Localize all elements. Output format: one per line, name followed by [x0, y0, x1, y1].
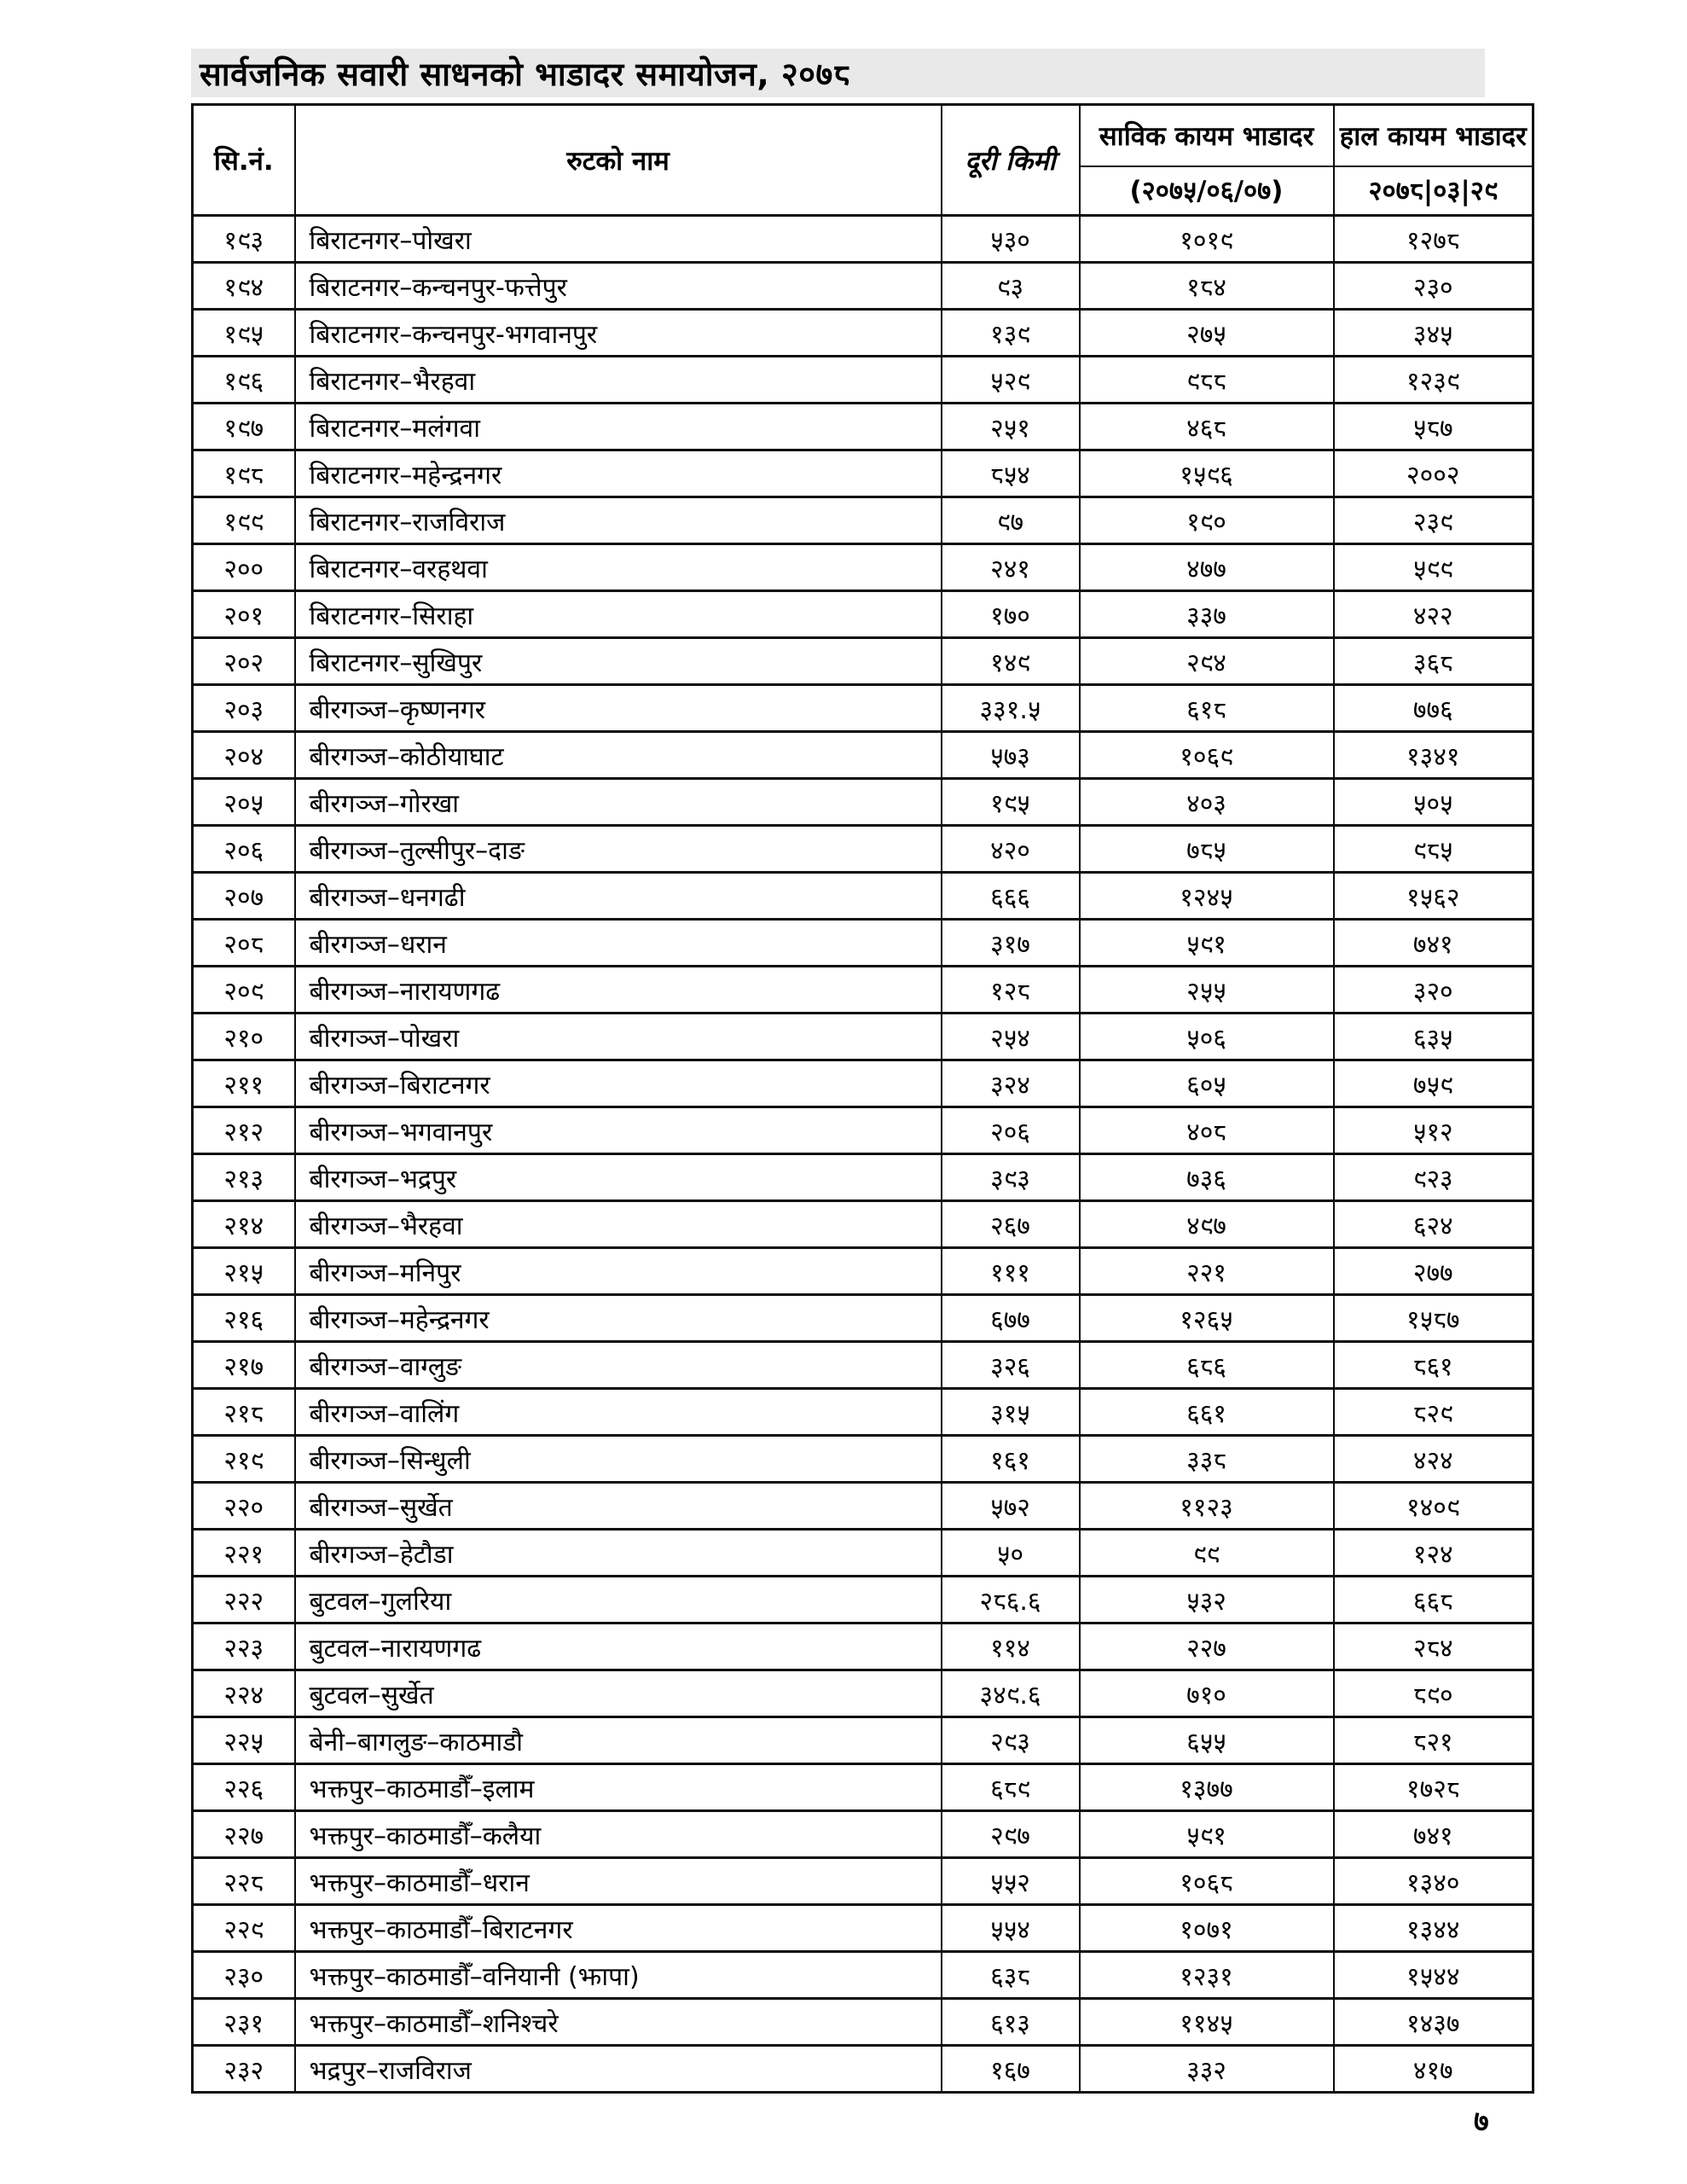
route-name: बीरगञ्ज–भैरहवा — [295, 1201, 942, 1248]
table-row — [193, 1483, 1533, 1530]
new-fare-value: ४२४ — [1334, 1436, 1533, 1483]
old-fare-value: ९९ — [1080, 1530, 1334, 1577]
distance-km: ३३१.५ — [942, 685, 1080, 732]
table-row — [193, 685, 1533, 732]
route-name: बिराटनगर–सुखिपुर — [295, 638, 942, 685]
old-fare-value: ४९७ — [1080, 1201, 1334, 1248]
old-fare-value: २५५ — [1080, 967, 1334, 1014]
serial-number: २१७ — [193, 1342, 295, 1389]
serial-number: २२२ — [193, 1577, 295, 1623]
table-row — [193, 1295, 1533, 1342]
distance-km: १३९ — [942, 310, 1080, 357]
route-name: बिराटनगर–सिराहा — [295, 591, 942, 638]
old-fare-value: १०७१ — [1080, 1905, 1334, 1952]
old-fare-value: २२७ — [1080, 1623, 1334, 1670]
distance-km: २६७ — [942, 1201, 1080, 1248]
route-name: बुटवल–नारायणगढ — [295, 1623, 942, 1670]
distance-km: ६८९ — [942, 1764, 1080, 1811]
distance-km: ८५४ — [942, 450, 1080, 497]
route-name: बीरगञ्ज–तुल्सीपुर–दाङ — [295, 826, 942, 873]
serial-number: १९३ — [193, 216, 295, 263]
old-fare-value: १२६५ — [1080, 1295, 1334, 1342]
serial-number: २३२ — [193, 2046, 295, 2093]
old-fare-value: ११४५ — [1080, 1999, 1334, 2046]
old-fare-value: ५९१ — [1080, 920, 1334, 967]
table-row — [193, 1905, 1533, 1952]
serial-number: २०३ — [193, 685, 295, 732]
serial-number: २०८ — [193, 920, 295, 967]
serial-number: २१८ — [193, 1389, 295, 1436]
fare-table — [191, 103, 1534, 2094]
old-fare-value: ३३८ — [1080, 1436, 1334, 1483]
serial-number: २०२ — [193, 638, 295, 685]
table-row — [193, 1577, 1533, 1623]
header-row-1 — [193, 105, 1533, 166]
column-header-old-fare: साविक कायम भाडादर — [1080, 105, 1334, 166]
table-row — [193, 1623, 1533, 1670]
serial-number: २१९ — [193, 1436, 295, 1483]
distance-km: १२८ — [942, 967, 1080, 1014]
new-fare-value: २८४ — [1334, 1623, 1533, 1670]
distance-km: ३१५ — [942, 1389, 1080, 1436]
new-fare-value: ८६१ — [1334, 1342, 1533, 1389]
table-row — [193, 1764, 1533, 1811]
table-row — [193, 1999, 1533, 2046]
route-name: बीरगञ्ज–भगवानपुर — [295, 1107, 942, 1154]
new-fare-value: १२३९ — [1334, 357, 1533, 404]
serial-number: २२५ — [193, 1717, 295, 1764]
new-fare-value: १२४ — [1334, 1530, 1533, 1577]
new-fare-value: ३६८ — [1334, 638, 1533, 685]
fare-table-body — [193, 216, 1533, 2093]
new-fare-value: १२७८ — [1334, 216, 1533, 263]
serial-number: २१२ — [193, 1107, 295, 1154]
distance-km: ५५२ — [942, 1858, 1080, 1905]
table-row — [193, 1014, 1533, 1060]
new-fare-value: ३२० — [1334, 967, 1533, 1014]
table-row — [193, 450, 1533, 497]
distance-km: २५१ — [942, 404, 1080, 450]
table-row — [193, 1342, 1533, 1389]
old-fare-value: ४०३ — [1080, 779, 1334, 826]
route-name: बिराटनगर–कन्चनपुर-भगवानपुर — [295, 310, 942, 357]
page-title: सार्वजनिक सवारी साधनको भाडादर समायोजन, २०७८ — [191, 49, 1485, 97]
old-fare-value: ६८६ — [1080, 1342, 1334, 1389]
old-fare-value: १३७७ — [1080, 1764, 1334, 1811]
route-name: भक्तपुर–काठमाडौँ–कलैया — [295, 1811, 942, 1858]
distance-km: ९३ — [942, 263, 1080, 310]
new-fare-value: ७४१ — [1334, 920, 1533, 967]
serial-number: २३१ — [193, 1999, 295, 2046]
route-name: भक्तपुर–काठमाडौँ–इलाम — [295, 1764, 942, 1811]
route-name: बिराटनगर–कन्चनपुर-फत्तेपुर — [295, 263, 942, 310]
distance-km: २०६ — [942, 1107, 1080, 1154]
old-fare-value: ७१० — [1080, 1670, 1334, 1717]
route-name: बीरगञ्ज–नारायणगढ — [295, 967, 942, 1014]
route-name: भक्तपुर–काठमाडौँ–शनिश्चरे — [295, 1999, 942, 2046]
new-fare-value: ७४१ — [1334, 1811, 1533, 1858]
distance-km: १६७ — [942, 2046, 1080, 2093]
distance-km: ५० — [942, 1530, 1080, 1577]
distance-km: २९७ — [942, 1811, 1080, 1858]
serial-number: २०९ — [193, 967, 295, 1014]
serial-number: २०४ — [193, 732, 295, 779]
new-fare-value: ९८५ — [1334, 826, 1533, 873]
new-fare-value: १४३७ — [1334, 1999, 1533, 2046]
table-row — [193, 263, 1533, 310]
serial-number: २०७ — [193, 873, 295, 920]
table-row — [193, 310, 1533, 357]
new-fare-value: ७५९ — [1334, 1060, 1533, 1107]
new-fare-value: ७७६ — [1334, 685, 1533, 732]
table-row — [193, 357, 1533, 404]
old-fare-value: १०६८ — [1080, 1858, 1334, 1905]
old-fare-value: १५९६ — [1080, 450, 1334, 497]
distance-km: १९५ — [942, 779, 1080, 826]
old-fare-value: ४०८ — [1080, 1107, 1334, 1154]
old-fare-value: १२४५ — [1080, 873, 1334, 920]
new-fare-value: ६२४ — [1334, 1201, 1533, 1248]
new-fare-value: ८२९ — [1334, 1389, 1533, 1436]
new-fare-value: २००२ — [1334, 450, 1533, 497]
serial-number: १९४ — [193, 263, 295, 310]
old-fare-value: ९८८ — [1080, 357, 1334, 404]
old-fare-value: ५३२ — [1080, 1577, 1334, 1623]
route-name: बीरगञ्ज–सुर्खेत — [295, 1483, 942, 1530]
old-fare-value: ७८५ — [1080, 826, 1334, 873]
table-row — [193, 1436, 1533, 1483]
old-fare-value: १९० — [1080, 497, 1334, 544]
distance-km: ९७ — [942, 497, 1080, 544]
table-row — [193, 779, 1533, 826]
distance-km: ६१३ — [942, 1999, 1080, 2046]
new-fare-value: १५६२ — [1334, 873, 1533, 920]
table-row — [193, 216, 1533, 263]
serial-number: १९७ — [193, 404, 295, 450]
table-row — [193, 1107, 1533, 1154]
serial-number: २३० — [193, 1952, 295, 1999]
serial-number: २०१ — [193, 591, 295, 638]
route-name: बीरगञ्ज–वाग्लुङ — [295, 1342, 942, 1389]
distance-km: ३२६ — [942, 1342, 1080, 1389]
route-name: बीरगञ्ज–बिराटनगर — [295, 1060, 942, 1107]
new-fare-value: ८९० — [1334, 1670, 1533, 1717]
route-name: बिराटनगर–मलंगवा — [295, 404, 942, 450]
route-name: बुटवल–सुर्खेत — [295, 1670, 942, 1717]
distance-km: १६१ — [942, 1436, 1080, 1483]
new-fare-value: १३४४ — [1334, 1905, 1533, 1952]
new-fare-value: १७२८ — [1334, 1764, 1533, 1811]
old-fare-value: ३३२ — [1080, 2046, 1334, 2093]
table-row — [193, 638, 1533, 685]
old-fare-value: ११२३ — [1080, 1483, 1334, 1530]
serial-number: २०० — [193, 544, 295, 591]
old-fare-value: २९४ — [1080, 638, 1334, 685]
serial-number: २२७ — [193, 1811, 295, 1858]
table-row — [193, 1858, 1533, 1905]
distance-km: ५७३ — [942, 732, 1080, 779]
table-row — [193, 1670, 1533, 1717]
page-number: ७ — [1474, 2105, 1489, 2139]
old-fare-value: ४७७ — [1080, 544, 1334, 591]
route-name: बीरगञ्ज–धरान — [295, 920, 942, 967]
route-name: भद्रपुर–राजविराज — [295, 2046, 942, 2093]
route-name: बीरगञ्ज–वालिंग — [295, 1389, 942, 1436]
table-row — [193, 967, 1533, 1014]
column-header-route: रुटको नाम — [295, 105, 942, 216]
table-row — [193, 591, 1533, 638]
distance-km: २४१ — [942, 544, 1080, 591]
distance-km: ६६६ — [942, 873, 1080, 920]
serial-number: १९६ — [193, 357, 295, 404]
serial-number: २०६ — [193, 826, 295, 873]
old-fare-value: ६५५ — [1080, 1717, 1334, 1764]
new-fare-value: १५४४ — [1334, 1952, 1533, 1999]
old-fare-value: १८४ — [1080, 263, 1334, 310]
serial-number: १९५ — [193, 310, 295, 357]
serial-number: २२१ — [193, 1530, 295, 1577]
serial-number: २०५ — [193, 779, 295, 826]
old-fare-value: ४६८ — [1080, 404, 1334, 450]
old-fare-value: १२३१ — [1080, 1952, 1334, 1999]
table-row — [193, 1530, 1533, 1577]
route-name: बिराटनगर–राजविराज — [295, 497, 942, 544]
old-fare-value: ६६१ — [1080, 1389, 1334, 1436]
table-row — [193, 544, 1533, 591]
old-fare-value: ६१८ — [1080, 685, 1334, 732]
new-fare-value: ४२२ — [1334, 591, 1533, 638]
distance-km: २९३ — [942, 1717, 1080, 1764]
table-row — [193, 873, 1533, 920]
table-row — [193, 1060, 1533, 1107]
table-row — [193, 497, 1533, 544]
old-fare-value: ६०५ — [1080, 1060, 1334, 1107]
table-row — [193, 1952, 1533, 1999]
route-name: बीरगञ्ज–कोठीयाघाट — [295, 732, 942, 779]
route-name: बीरगञ्ज–भद्रपुर — [295, 1154, 942, 1201]
fare-table-header — [193, 105, 1533, 216]
old-fare-value: १०६९ — [1080, 732, 1334, 779]
old-fare-value: १०१९ — [1080, 216, 1334, 263]
distance-km: ३४९.६ — [942, 1670, 1080, 1717]
old-fare-value: ५९१ — [1080, 1811, 1334, 1858]
distance-km: ३१७ — [942, 920, 1080, 967]
distance-km: १४९ — [942, 638, 1080, 685]
new-fare-value: २७७ — [1334, 1248, 1533, 1295]
distance-km: ५३० — [942, 216, 1080, 263]
serial-number: २२९ — [193, 1905, 295, 1952]
distance-km: १७० — [942, 591, 1080, 638]
route-name: बीरगञ्ज–मनिपुर — [295, 1248, 942, 1295]
old-fare-value: ३३७ — [1080, 591, 1334, 638]
route-name: भक्तपुर–काठमाडौँ–धरान — [295, 1858, 942, 1905]
distance-km: ५७२ — [942, 1483, 1080, 1530]
new-fare-value: २३० — [1334, 263, 1533, 310]
distance-km: ३२४ — [942, 1060, 1080, 1107]
distance-km: २५४ — [942, 1014, 1080, 1060]
serial-number: २१५ — [193, 1248, 295, 1295]
distance-km: ११४ — [942, 1623, 1080, 1670]
distance-km: १११ — [942, 1248, 1080, 1295]
route-name: बीरगञ्ज–महेन्द्रनगर — [295, 1295, 942, 1342]
new-fare-value: ३४५ — [1334, 310, 1533, 357]
serial-number: २१३ — [193, 1154, 295, 1201]
column-header-new-fare-date: २०७८|०३|२९ — [1334, 166, 1533, 216]
route-name: बीरगञ्ज–कृष्णनगर — [295, 685, 942, 732]
new-fare-value: ६६८ — [1334, 1577, 1533, 1623]
old-fare-value: २७५ — [1080, 310, 1334, 357]
table-row — [193, 1717, 1533, 1764]
new-fare-value: ५८७ — [1334, 404, 1533, 450]
table-row — [193, 1154, 1533, 1201]
route-name: बीरगञ्ज–पोखरा — [295, 1014, 942, 1060]
serial-number: २२४ — [193, 1670, 295, 1717]
serial-number: २२० — [193, 1483, 295, 1530]
new-fare-value: २३९ — [1334, 497, 1533, 544]
new-fare-value: ५१२ — [1334, 1107, 1533, 1154]
serial-number: १९८ — [193, 450, 295, 497]
table-row — [193, 920, 1533, 967]
column-header-serial: सि.नं. — [193, 105, 295, 216]
distance-km: ६३८ — [942, 1952, 1080, 1999]
distance-km: ४२० — [942, 826, 1080, 873]
new-fare-value: ८२१ — [1334, 1717, 1533, 1764]
new-fare-value: ५९९ — [1334, 544, 1533, 591]
new-fare-value: ९२३ — [1334, 1154, 1533, 1201]
new-fare-value: १४०९ — [1334, 1483, 1533, 1530]
route-name: बिराटनगर–भैरहवा — [295, 357, 942, 404]
distance-km: ३९३ — [942, 1154, 1080, 1201]
old-fare-value: २२१ — [1080, 1248, 1334, 1295]
new-fare-value: १३४१ — [1334, 732, 1533, 779]
table-row — [193, 826, 1533, 873]
new-fare-value: ६३५ — [1334, 1014, 1533, 1060]
old-fare-value: ५०६ — [1080, 1014, 1334, 1060]
route-name: बीरगञ्ज–गोरखा — [295, 779, 942, 826]
distance-km: २८६.६ — [942, 1577, 1080, 1623]
table-row — [193, 1389, 1533, 1436]
route-name: बिराटनगर–वरहथवा — [295, 544, 942, 591]
new-fare-value: १५८७ — [1334, 1295, 1533, 1342]
table-row — [193, 732, 1533, 779]
new-fare-value: १३४० — [1334, 1858, 1533, 1905]
column-header-new-fare: हाल कायम भाडादर — [1334, 105, 1533, 166]
route-name: बुटवल–गुलरिया — [295, 1577, 942, 1623]
route-name: बीरगञ्ज–धनगढी — [295, 873, 942, 920]
serial-number: २२३ — [193, 1623, 295, 1670]
new-fare-value: ५०५ — [1334, 779, 1533, 826]
old-fare-value: ७३६ — [1080, 1154, 1334, 1201]
serial-number: २११ — [193, 1060, 295, 1107]
route-name: बेनी–बागलुङ–काठमाडौ — [295, 1717, 942, 1764]
serial-number: २१६ — [193, 1295, 295, 1342]
route-name: बीरगञ्ज–हेटौडा — [295, 1530, 942, 1577]
table-row — [193, 404, 1533, 450]
route-name: बिराटनगर–पोखरा — [295, 216, 942, 263]
distance-km: ५५४ — [942, 1905, 1080, 1952]
table-row — [193, 2046, 1533, 2093]
table-row — [193, 1248, 1533, 1295]
distance-km: ५२९ — [942, 357, 1080, 404]
route-name: बीरगञ्ज–सिन्धुली — [295, 1436, 942, 1483]
route-name: बिराटनगर–महेन्द्रनगर — [295, 450, 942, 497]
new-fare-value: ४१७ — [1334, 2046, 1533, 2093]
route-name: भक्तपुर–काठमाडौँ–वनियानी (झापा) — [295, 1952, 942, 1999]
column-header-distance: दूरी किमी — [942, 105, 1080, 216]
serial-number: २१४ — [193, 1201, 295, 1248]
serial-number: २१० — [193, 1014, 295, 1060]
table-row — [193, 1201, 1533, 1248]
table-row — [193, 1811, 1533, 1858]
column-header-old-fare-date: (२०७५/०६/०७) — [1080, 166, 1334, 216]
route-name: भक्तपुर–काठमाडौँ–बिराटनगर — [295, 1905, 942, 1952]
serial-number: २२६ — [193, 1764, 295, 1811]
serial-number: २२८ — [193, 1858, 295, 1905]
distance-km: ६७७ — [942, 1295, 1080, 1342]
serial-number: १९९ — [193, 497, 295, 544]
